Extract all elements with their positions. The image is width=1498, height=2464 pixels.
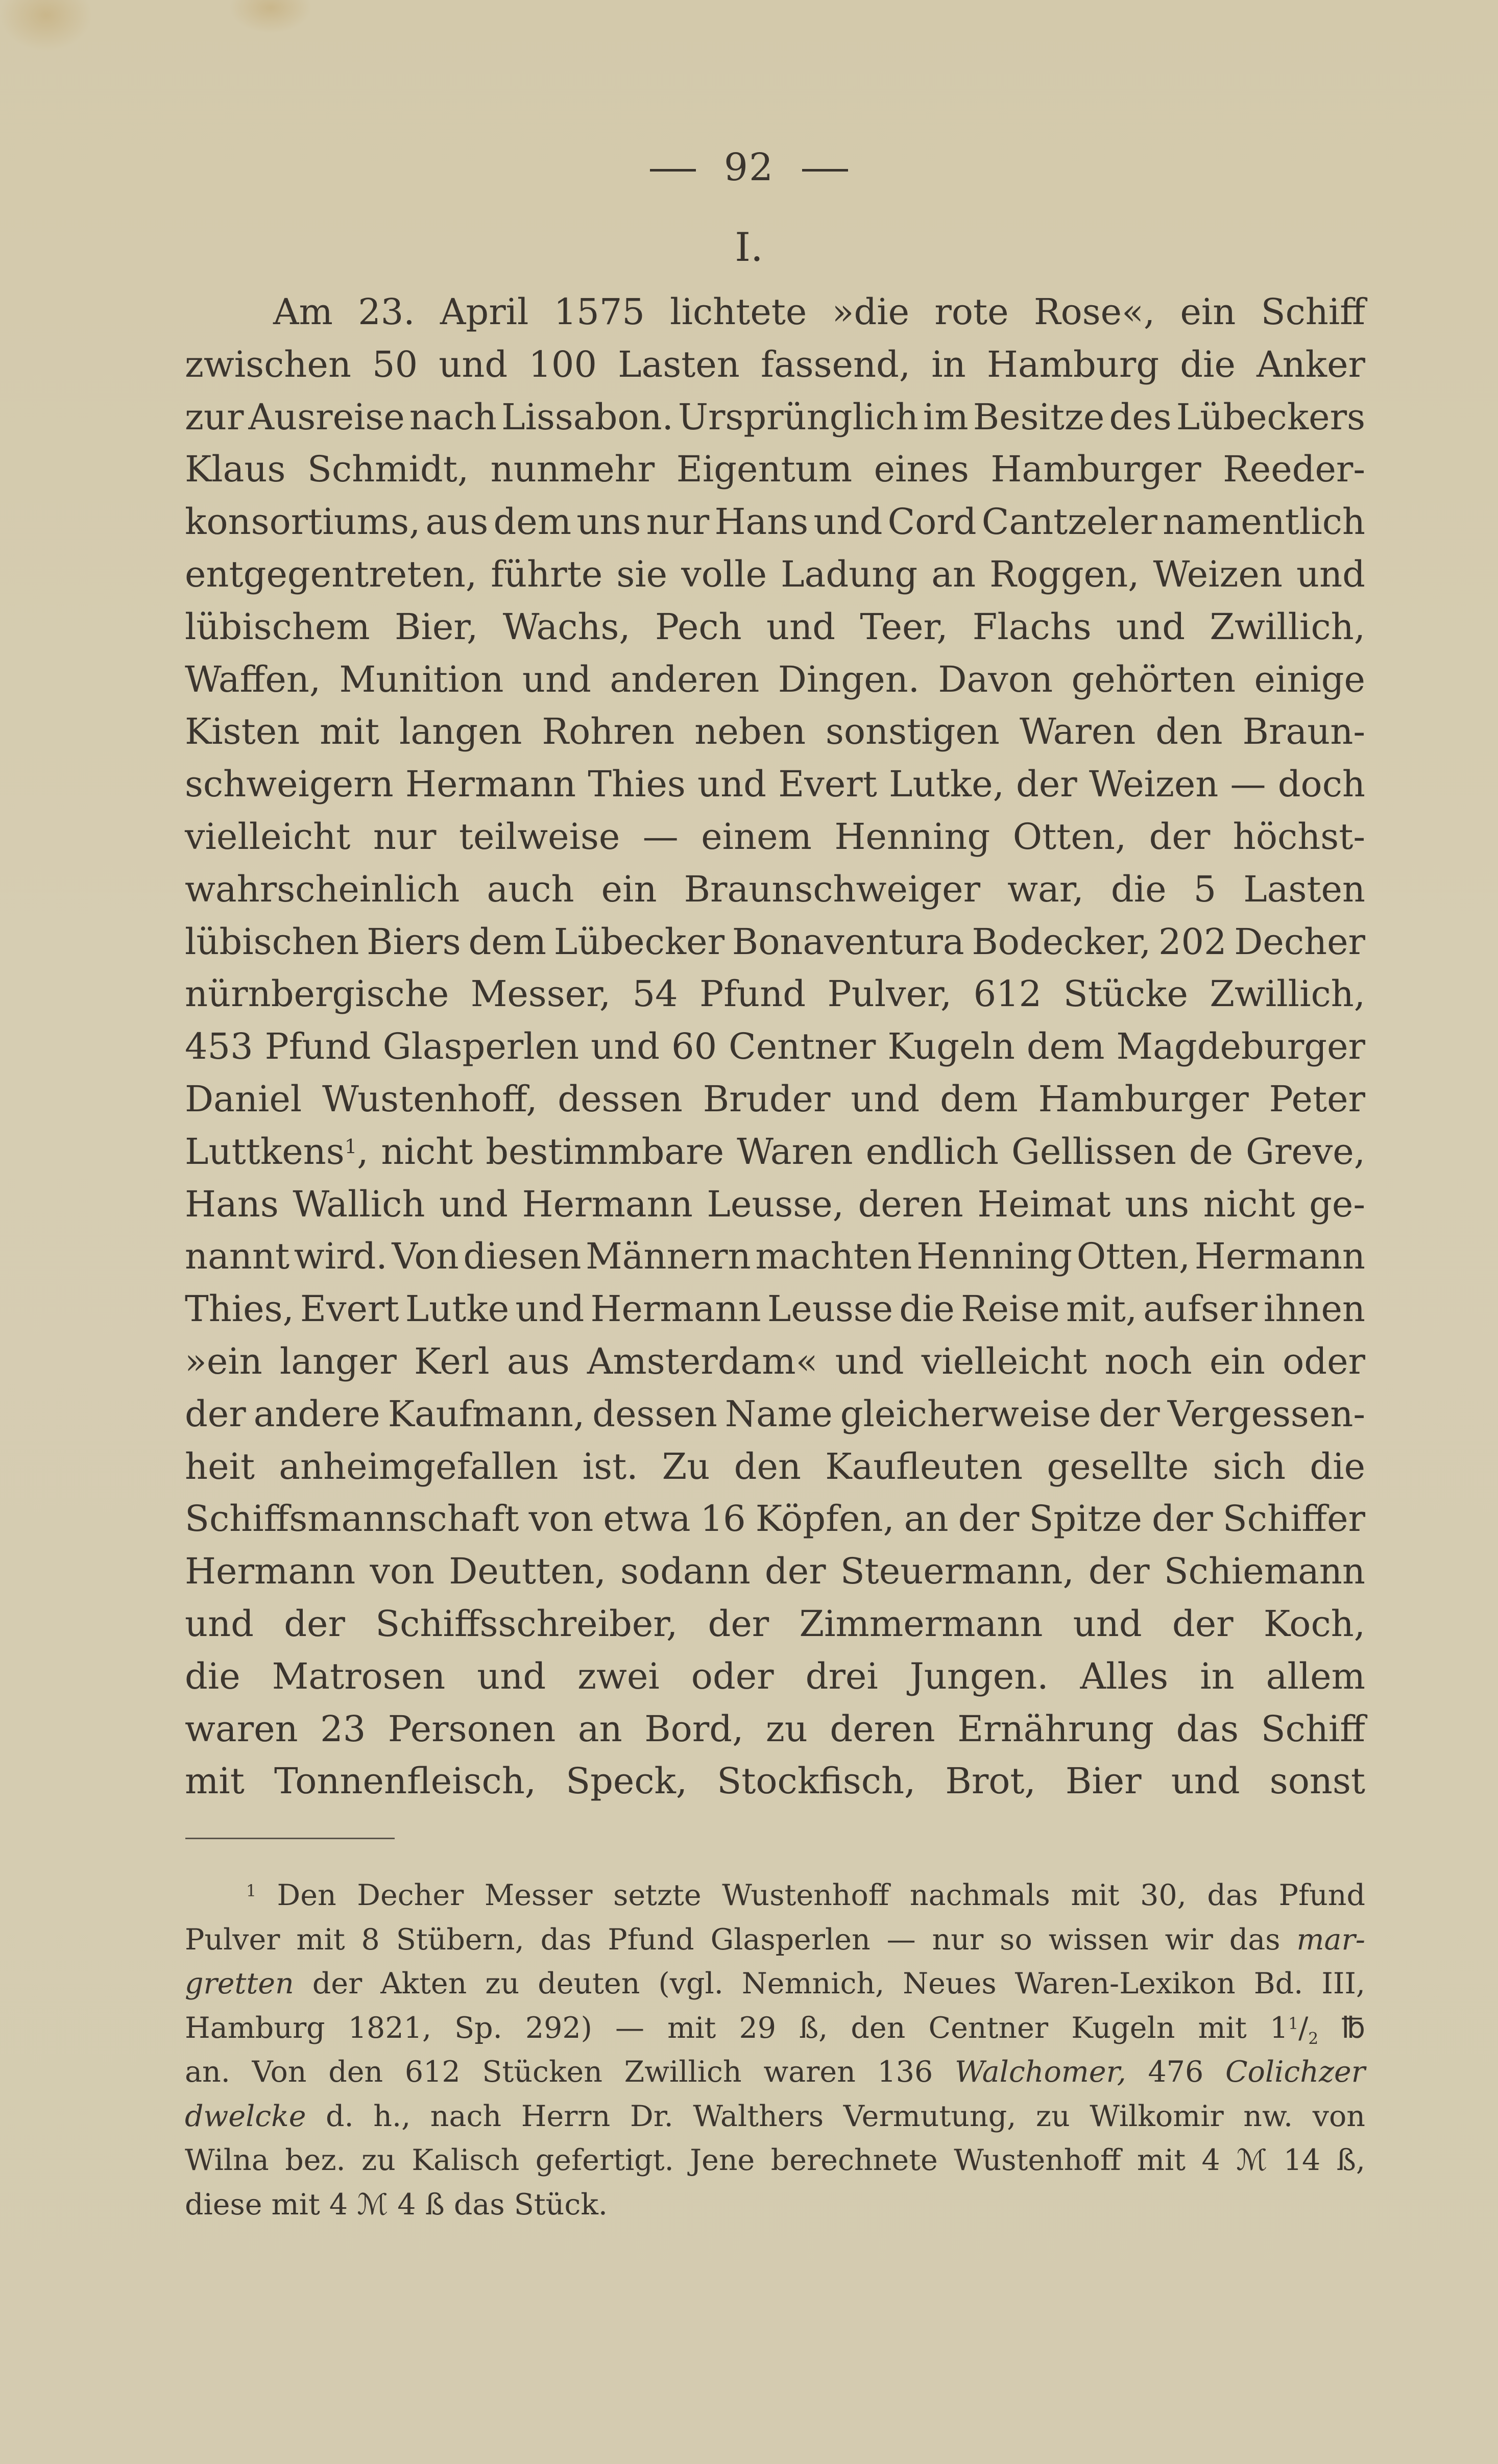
fraction-numerator: 1 [1288,2014,1299,2033]
page-number-text: 92 [723,145,775,189]
footnote-text: Den Decher Messer setzte Wustenhoff nachmals mit 30, das Pfund [277,1879,1365,1912]
body-line: waren 23 Personen an Bord, zu deren Ernährung das Schiff [185,1707,1365,1750]
body-line: vielleicht nur teilweise — einem Henning Otten, der höchst- [185,815,1365,858]
footnote-text: der Akten zu deuten (vgl. Nemnich, Neues Waren-Lexikon Bd. III, [294,1967,1365,2001]
body-line: der andere Kaufmann, dessen Name gleicherweise der Vergessen- [185,1393,1365,1435]
body-line-part: , nicht bestimmbare Waren endlich Gellissen de Greve, [357,1130,1365,1173]
body-line: lübischen Biers dem Lübecker Bonaventura Bodecker, 202 Decher [185,920,1365,963]
footnote-line: diese mit 4 ℳ 4 ß das Stück. [185,2187,608,2222]
footnote-text: an. Von den 612 Stücken Zwillich waren 136 [185,2055,955,2089]
body-line: wahrscheinlich auch ein Braunschweiger war, die 5 Lasten [185,868,1365,910]
body-line: 453 Pfund Glasperlen und 60 Centner Kugeln dem Magdeburger [185,1026,1365,1068]
footnote-text: d. h., nach Herrn Dr. Walthers Vermutung, zu Wilkomir nw. von [306,2099,1365,2133]
footnotes [185,1873,1365,2227]
body-line: nürnbergische Messer, 54 Pfund Pulver, 612 Stücke Zwillich, [185,973,1365,1015]
footnote-line: Hamburg 1821, Sp. 292) — mit 29 ß, den Centner Kugeln mit $1^1/_2$ ℔ [185,2011,1365,2048]
footnote-marker: 1 [246,1882,256,1900]
body-line: und der Schiffsschreiber, der Zimmermann und der Koch, [185,1602,1365,1645]
body-line: Thies, Evert Lutke und Hermann Leusse die Reise mit, aufser ihnen [185,1288,1365,1330]
body-line: die Matrosen und zwei oder drei Jungen. Alles in allem [185,1655,1365,1697]
footnote-italic: gretten [185,1967,294,2001]
footnote-text: ℔ [1318,2011,1365,2045]
body-text [185,286,1365,1808]
body-line: Am 23. April 1575 lichtete »die rote Rose«, ein Schiff [273,291,1365,333]
footnote-text: 476 [1126,2055,1225,2089]
body-line: nannt wird. Von diesen Männern machten Henning Otten, Hermann [185,1235,1365,1278]
footnote-reference[interactable]: 1 [344,1135,357,1158]
body-line: Kisten mit langen Rohren neben sonstigen Waren den Braun- [185,711,1365,753]
footnote-text: Hamburg 1821, Sp. 292) — mit 29 ß, den Centner Kugeln mit 1 [185,2011,1289,2045]
body-line: mit Tonnenfleisch, Speck, Stockfisch, Brot, Bier und sonst [185,1760,1365,1802]
page-number-dash-left [650,169,696,172]
body-line: zur Ausreise nach Lissabon. Ursprünglich im Besitze des Lübeckers [185,396,1365,438]
body-line: Waffen, Munition und anderen Dingen. Davon gehörten einige [185,658,1365,700]
body-line: heit anheimgefallen ist. Zu den Kaufleuten gesellte sich die [185,1445,1365,1487]
section-heading: I. [735,225,763,271]
page-number-dash-right [802,169,848,172]
footnote-line [185,1918,1365,1962]
body-line: Schiffsmannschaft von etwa 16 Köpfen, an der Spitze der Schiffer [185,1498,1365,1540]
body-line-part: Luttkens [185,1130,345,1173]
footnote-italic: dwelcke [185,2099,306,2133]
footnote-italic: Walchomer, [955,2055,1126,2089]
body-line: lübischem Bier, Wachs, Pech und Teer, Flachs und Zwillich, [185,605,1365,648]
footnote-italic: Colichzer [1225,2055,1365,2089]
page-number [0,145,1498,189]
body-line-with-footnote [185,1126,1365,1178]
footnote-line [185,1962,1365,2006]
footnote-separator [185,1838,395,1839]
body-line: Hermann von Deutten, sodann der Steuermann, der Schiemann [185,1550,1365,1593]
footnote-line [185,1873,1365,1918]
body-line: konsortiums, aus dem uns nur Hans und Cord Cantzeler namentlich [185,501,1365,543]
footnote-line [185,2050,1365,2094]
fraction-denominator: 2 [1308,2029,1319,2048]
footnote-line [185,2094,1365,2139]
footnote-italic: mar- [1296,1922,1365,1957]
body-line: »ein langer Kerl aus Amsterdam« und vielleicht noch ein oder [185,1340,1365,1382]
body-line: entgegentreten, führte sie volle Ladung an Roggen, Weizen und [185,553,1365,595]
body-line: Hans Wallich und Hermann Leusse, deren Heimat uns nicht ge- [185,1183,1365,1225]
body-line: Klaus Schmidt, nunmehr Eigentum eines Hamburger Reeder- [185,448,1365,491]
body-line: zwischen 50 und 100 Lasten fassend, in Hamburg die Anker [185,343,1365,385]
footnote-text: Pulver mit 8 Stübern, das Pfund Glasperlen — nur so wissen wir das [185,1922,1297,1957]
body-line: schweigern Hermann Thies und Evert Lutke, der Weizen — doch [185,763,1365,806]
footnote-line: Wilna bez. zu Kalisch gefertigt. Jene berechnete Wustenhoff mit 4 ℳ 14 ß, [185,2143,1365,2177]
body-line: Daniel Wustenhoff, dessen Bruder und dem Hamburger Peter [185,1078,1365,1120]
